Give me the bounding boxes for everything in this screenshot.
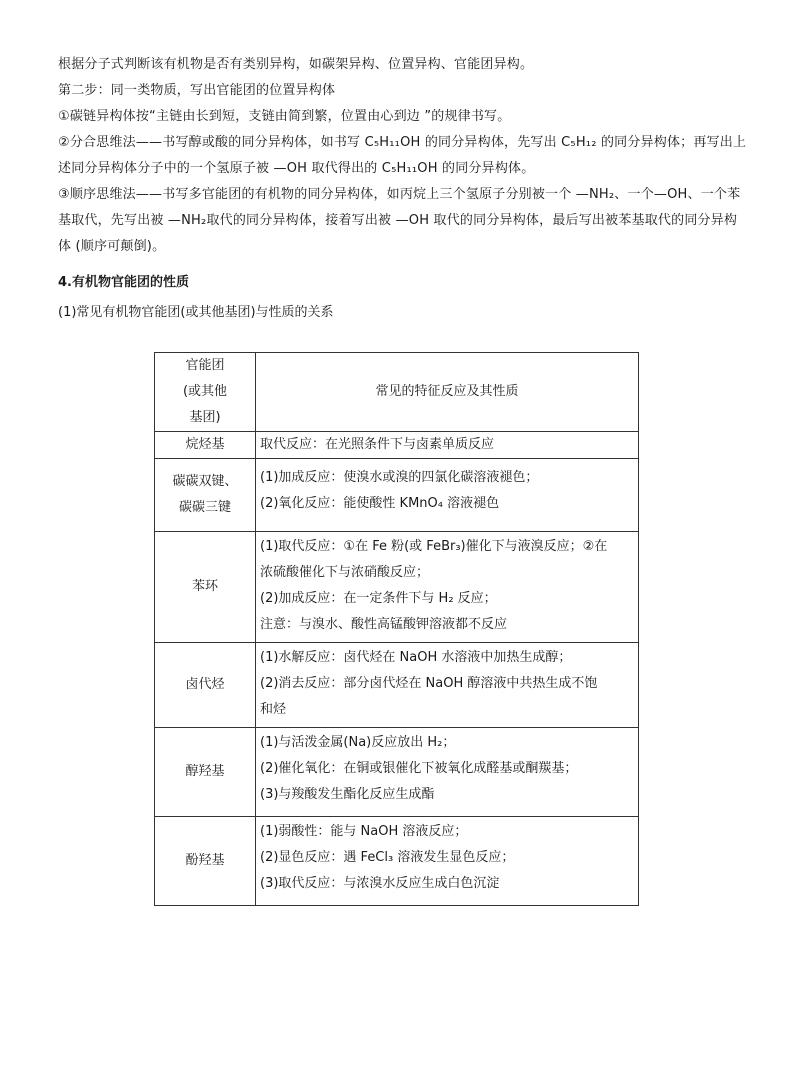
group-cell-phenol: 酚羟基 <box>155 817 256 906</box>
paragraph-carbon-chain: ①碳链异构体按“主链由长到短，支链由简到繁，位置由心到边 ”的规律书写。 <box>58 109 511 124</box>
table-header-row <box>155 353 639 432</box>
paragraph-isomer-types: 根据分子式判断该有机物是否有类别异构，如碳架异构、位置异构、官能团异构。 <box>58 57 534 72</box>
table-row <box>155 817 639 906</box>
header-desc-cell: 常见的特征反应及其性质 <box>256 353 639 432</box>
desc-cell-benzene: (1)取代反应：①在 Fe 粉(或 FeBr₃)催化下与液溴反应；②在 浓硫酸催化下与浓硝酸反应； (2)加成反应：在一定条件下与 H₂ 反应； 注意：与溴水、酸性高锰酸钾溶液都不反应 <box>256 532 639 643</box>
section-subheading: (1)常见有机物官能团(或其他基团)与性质的关系 <box>58 305 334 320</box>
desc-cell-phenol: (1)弱酸性：能与 NaOH 溶液反应； (2)显色反应：遇 FeCl₃ 溶液发生显色反应； (3)取代反应：与浓溴水反应生成白色沉淀 <box>256 817 639 906</box>
desc-cell-haloalkane: (1)水解反应：卤代烃在 NaOH 水溶液中加热生成醇； (2)消去反应：部分卤代烃在 NaOH 醇溶液中共热生成不饱 和烃 <box>256 643 639 728</box>
table-row <box>155 459 639 532</box>
desc-cell-alkene-alkyne: (1)加成反应：使溴水或溴的四氯化碳溶液褪色； (2)氧化反应：能使酸性 KMnO₄ 溶液褪色 <box>256 459 639 532</box>
table-row <box>155 532 639 643</box>
desc-cell-alkyl: 取代反应：在光照条件下与卤素单质反应 <box>256 432 639 459</box>
table-row <box>155 643 639 728</box>
section-heading: 4.有机物官能团的性质 <box>58 275 189 290</box>
paragraph-step-two: 第二步：同一类物质，写出官能团的位置异构体 <box>58 83 336 98</box>
group-cell-haloalkane: 卤代烃 <box>155 643 256 728</box>
desc-cell-alcohol: (1)与活泼金属(Na)反应放出 H₂； (2)催化氧化：在铜或银催化下被氧化成醛基或酮羰基； (3)与羧酸发生酯化反应生成酯 <box>256 728 639 817</box>
group-cell-alkyl: 烷烃基 <box>155 432 256 459</box>
table-row <box>155 432 639 459</box>
group-cell-benzene: 苯环 <box>155 532 256 643</box>
document-page <box>58 52 748 326</box>
functional-group-table <box>154 352 639 906</box>
group-cell-alcohol: 醇羟基 <box>155 728 256 817</box>
paragraph-sequence-method: ③顺序思维法——书写多官能团的有机物的同分异构体，如丙烷上三个氢原子分别被一个 —NH₂、一个—OH、一个苯基取代，先写出被 —NH₂取代的同分异构体，接着写出被 —OH 取代的同分异构体，最后写出被苯基取代的同分异构体 (顺序可颠倒)。 <box>58 187 741 254</box>
header-group-cell: 官能团 (或其他 基团) <box>155 353 256 432</box>
paragraph-split-merge-method: ②分合思维法——书写醇或酸的同分异构体，如书写 C₅H₁₁OH 的同分异构体，先写出 C₅H₁₂ 的同分异构体；再写出上述同分异构体分子中的一个氢原子被 —OH 取代得出的 C₅H₁₁OH 的同分异构体。 <box>58 135 747 176</box>
group-cell-alkene-alkyne: 碳碳双键、 碳碳三键 <box>155 459 256 532</box>
table-row <box>155 728 639 817</box>
